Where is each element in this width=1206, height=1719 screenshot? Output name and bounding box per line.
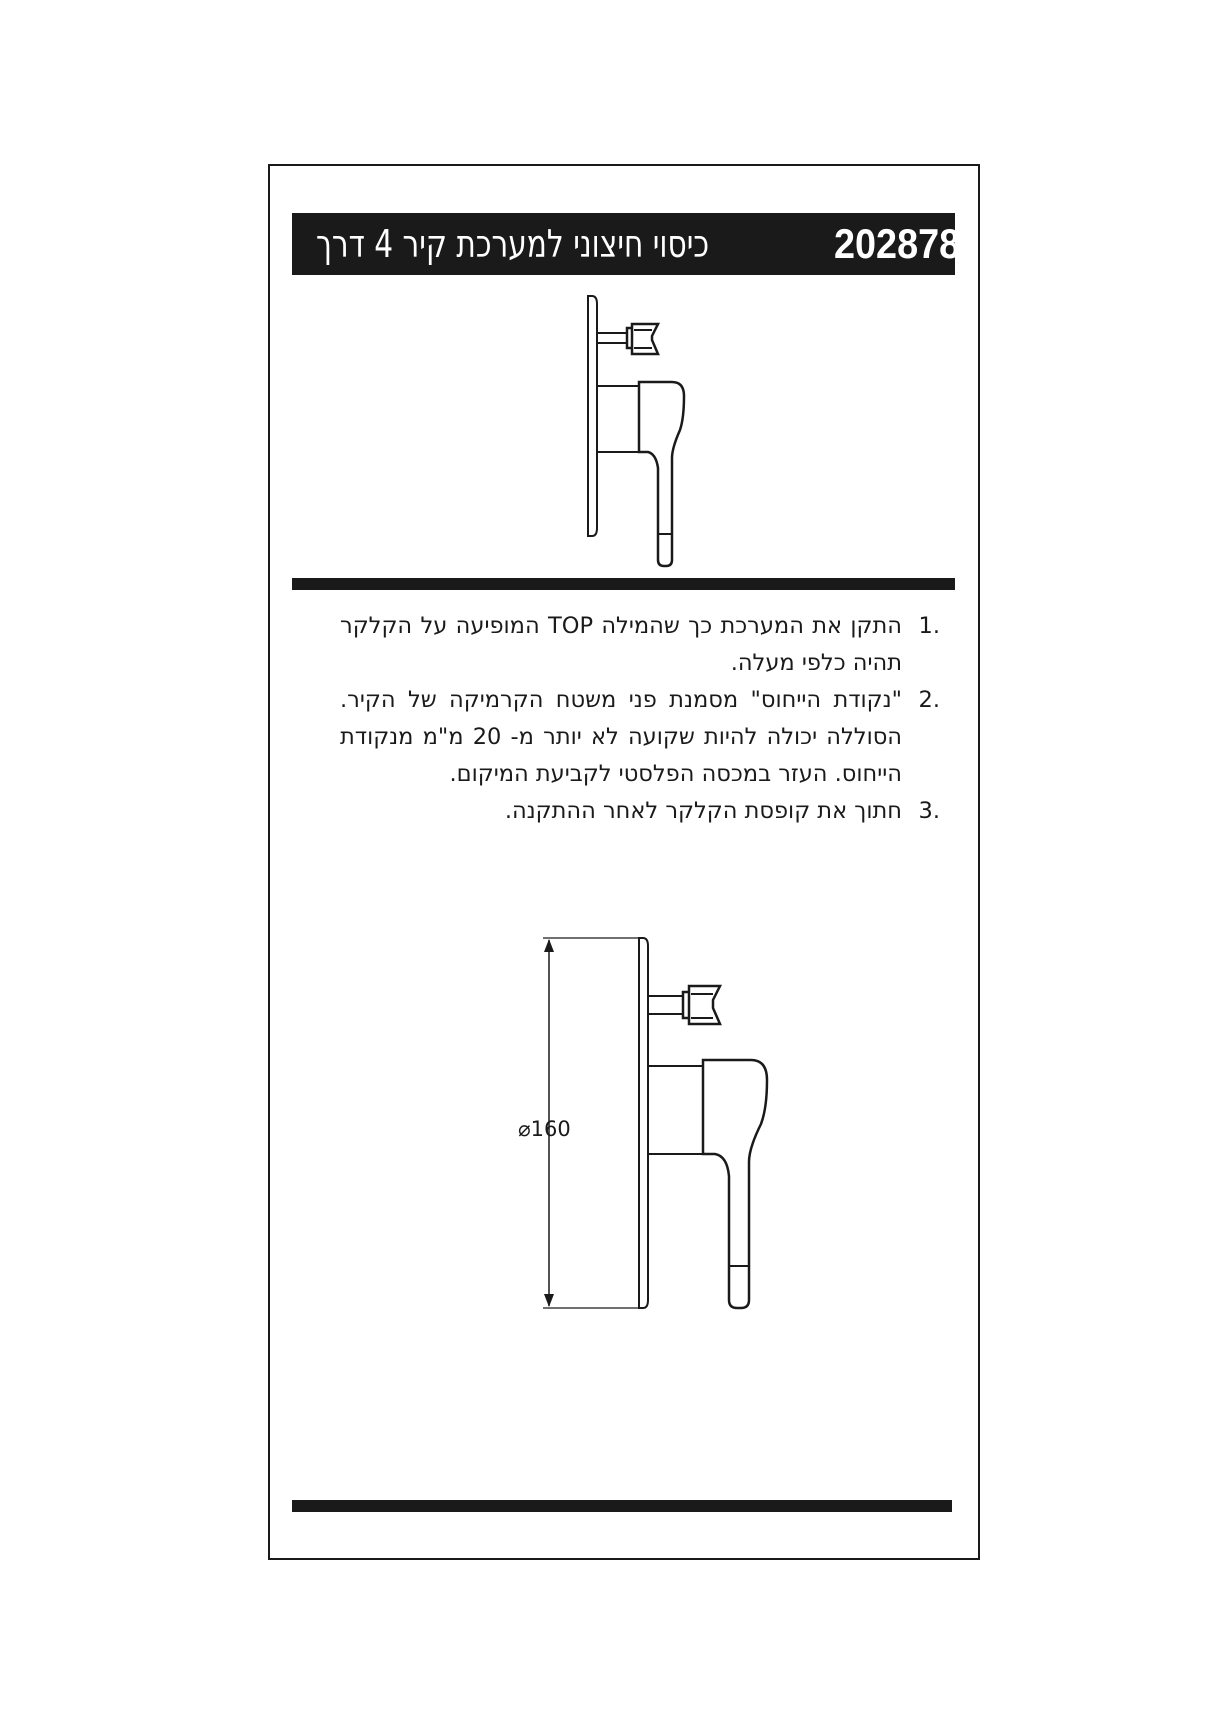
title-bar [292, 213, 961, 275]
dimension-arrow-bottom [544, 1294, 554, 1307]
step-number: 2. [918, 687, 940, 713]
diameter-label [518, 1117, 571, 1141]
step-number: 3. [918, 798, 940, 824]
handle-base [597, 386, 639, 452]
lever-handle [639, 382, 684, 566]
step-text: התקן את המערכת כך שהמילה TOP המופיעה על הקלקר תהיה כלפי מעלה. [340, 613, 902, 676]
cover-plate [588, 296, 597, 536]
lever-handle [703, 1060, 767, 1308]
diverter-knob [627, 324, 658, 354]
instruction-step-1 [300, 608, 940, 682]
dimension-arrow-top [544, 939, 554, 952]
step-text: חתוך את קופסת הקלקר לאחר ההתקנה. [504, 798, 902, 824]
step-number: 1. [918, 613, 940, 639]
side-view-drawing-small [570, 290, 710, 575]
instruction-step-2 [300, 682, 940, 793]
installation-instructions [300, 608, 940, 830]
handle-base [648, 1066, 703, 1154]
diameter-icon: ⌀ [518, 1117, 531, 1141]
diverter-stem [648, 996, 683, 1014]
diverter-stem [597, 333, 627, 343]
instruction-step-3 [300, 793, 940, 830]
product-code: 202878 [833, 220, 961, 267]
divider-top [292, 578, 955, 590]
diameter-value: 160 [530, 1117, 571, 1141]
cover-plate [639, 938, 648, 1308]
product-title: כיסוי חיצוני למערכת קיר 4 דרך [316, 222, 710, 266]
step-text: "נקודת הייחוס" מסמנת פני משטח הקרמיקה של הקיר. הסוללה יכולה להיות שקועה לא יותר מ- 20 מ"מ מנקודת הייחוס. העזר במכסה הפלסטי לקביעת המיקום. [340, 687, 903, 787]
divider-bottom [292, 1500, 952, 1512]
